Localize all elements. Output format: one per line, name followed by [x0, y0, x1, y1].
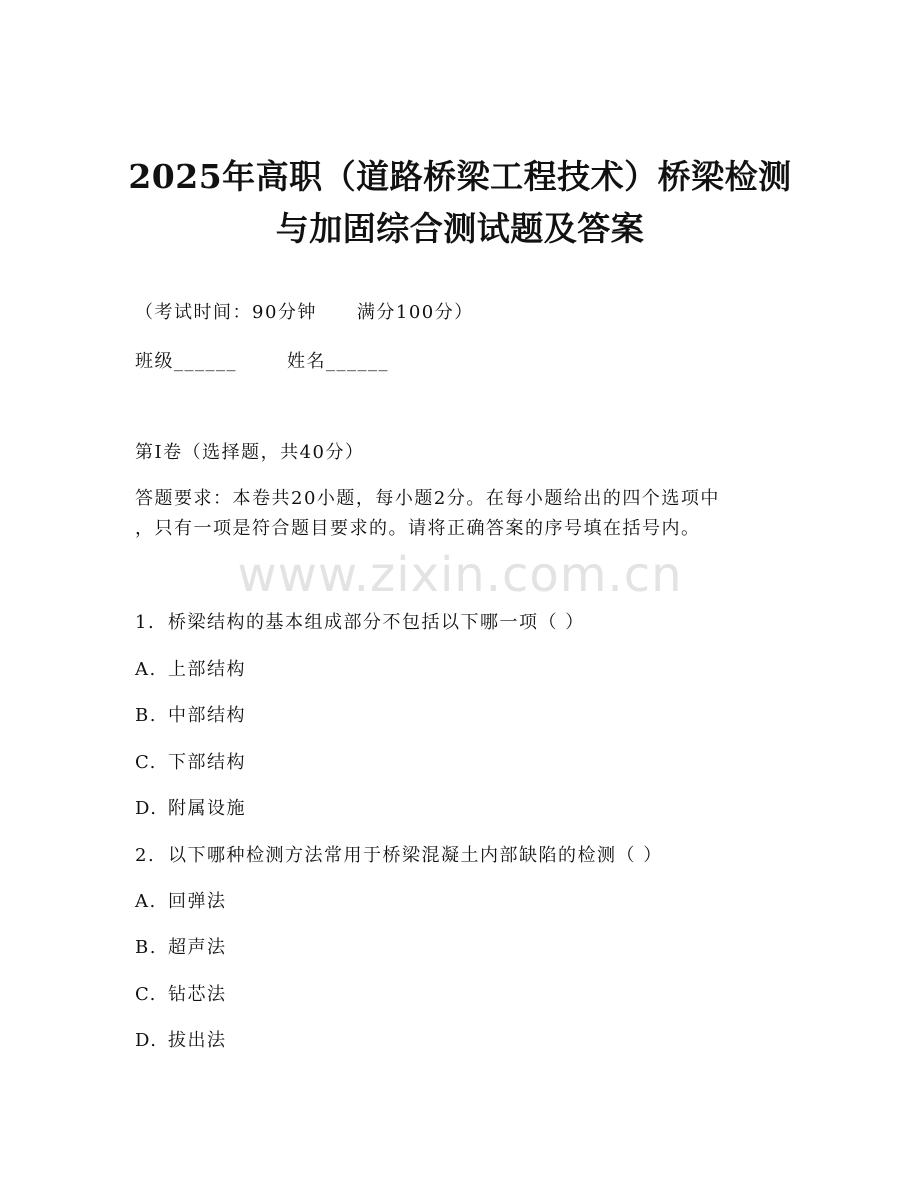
- option-1a: [135, 661, 246, 679]
- question-text: 桥梁结构的基本组成部分不包括以下哪一项（ ）: [168, 612, 585, 633]
- option-letter: A.: [135, 891, 157, 912]
- question-2: [135, 847, 663, 865]
- option-letter: A.: [135, 659, 157, 680]
- option-2b: [135, 939, 227, 957]
- instructions-line-2: ，只有一项是符合题目要求的。请将正确答案的序号填在括号内。: [135, 518, 701, 539]
- option-2d: [135, 1032, 227, 1050]
- option-letter: C.: [135, 984, 157, 1005]
- option-letter: D.: [135, 798, 158, 819]
- option-text: 下部结构: [168, 752, 246, 773]
- option-2a: [135, 893, 227, 911]
- option-letter: B.: [135, 937, 157, 958]
- section-heading: 第I卷（选择题，共40分）: [135, 442, 365, 463]
- option-1b: [135, 707, 246, 725]
- exam-info: [135, 304, 474, 322]
- student-info: [135, 353, 389, 371]
- question-1: [135, 614, 585, 632]
- question-number: 2.: [135, 845, 156, 866]
- option-letter: D.: [135, 1030, 158, 1051]
- option-text: 钻芯法: [168, 984, 227, 1005]
- option-2c: [135, 986, 227, 1004]
- option-text: 上部结构: [168, 659, 246, 680]
- option-text: 超声法: [168, 937, 227, 958]
- document-title-line-2: 与加固综合测试题及答案: [275, 209, 645, 248]
- watermark: www.zixin.com.cn: [237, 547, 683, 603]
- class-field-label: 班级______: [135, 351, 237, 372]
- option-1d: [135, 800, 246, 818]
- option-letter: B.: [135, 705, 157, 726]
- option-text: 附属设施: [168, 798, 246, 819]
- question-number: 1.: [135, 612, 156, 633]
- exam-full-score: 满分100分）: [356, 302, 474, 323]
- option-text: 中部结构: [168, 705, 246, 726]
- option-text: 拔出法: [168, 1030, 227, 1051]
- option-text: 回弹法: [168, 891, 227, 912]
- instructions-line-1: 答题要求：本卷共20小题，每小题2分。在每小题给出的四个选项中: [135, 488, 720, 509]
- option-letter: C.: [135, 752, 157, 773]
- name-field-label: 姓名______: [287, 351, 389, 372]
- option-1c: [135, 754, 246, 772]
- exam-time: （考试时间：90分钟: [135, 302, 317, 323]
- question-text: 以下哪种检测方法常用于桥梁混凝土内部缺陷的检测（ ）: [168, 845, 663, 866]
- document-title-line-1: 2025年高职（道路桥梁工程技术）桥梁检测: [128, 157, 792, 196]
